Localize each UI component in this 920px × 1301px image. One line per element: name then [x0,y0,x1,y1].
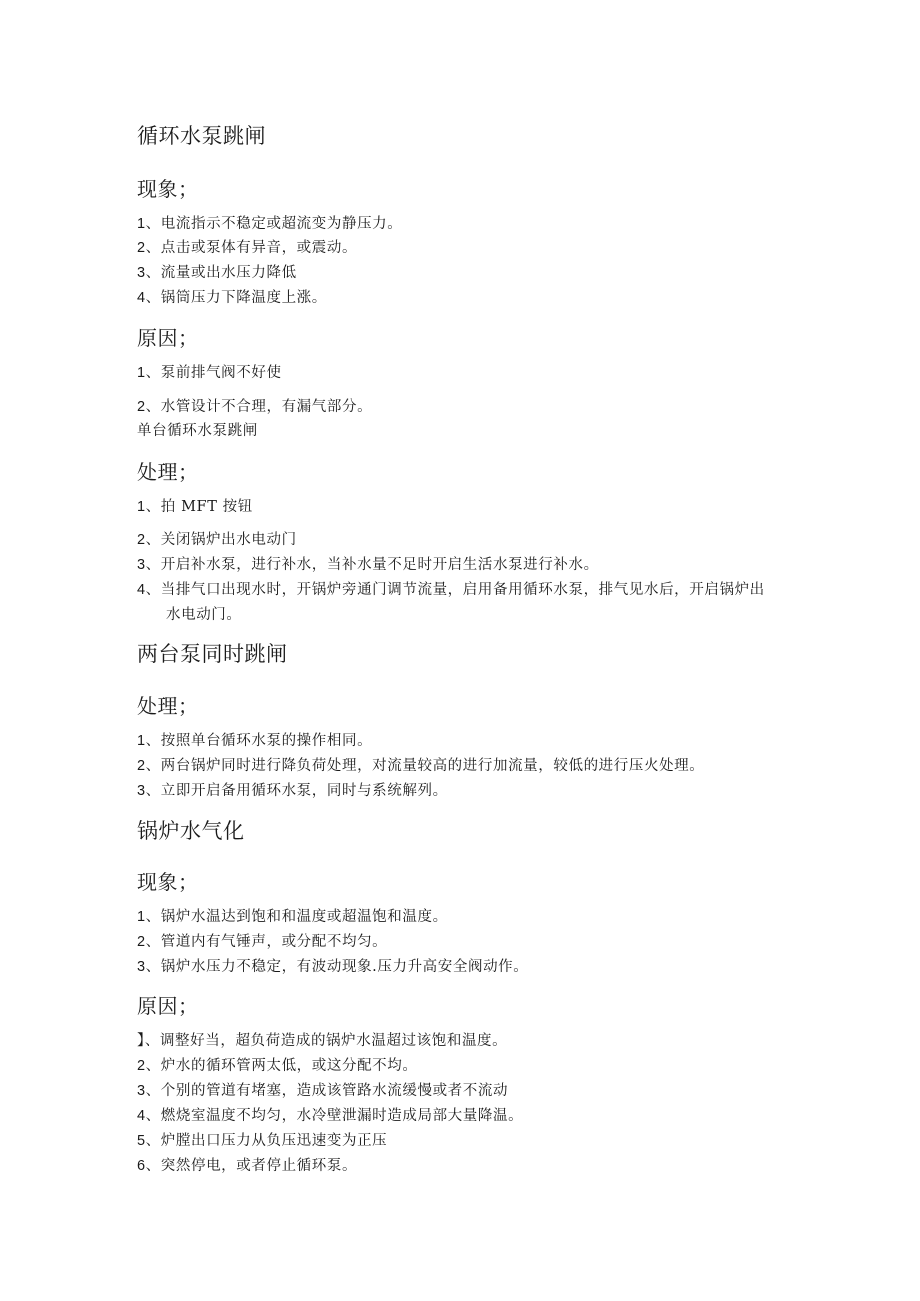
cause-heading: 原因； [137,994,199,1018]
item-number: 2 [137,934,146,950]
list-item [137,236,357,257]
handling-heading: 处理； [137,460,199,484]
list-item [137,905,448,926]
list-item [137,754,704,775]
list-item [137,212,402,233]
item-text: 、关闭锅炉出水电动门 [145,532,297,548]
item-number: 1 [137,365,146,381]
section-title-two-pumps-trip: 两台泵同时跳闸 [137,642,288,666]
list-item [137,729,372,750]
item-number: 3 [137,959,146,975]
item-text: 、立即开启备用循环水泵，同时与系统解列。 [145,783,448,799]
item-number: 2 [137,240,146,256]
item-text: 、两台锅炉同时进行降负荷处理，对流量较高的进行加流量，较低的进行压火处理。 [145,758,705,774]
item-number: 】 [137,1033,145,1049]
list-item [137,1029,507,1050]
list-item [137,261,297,282]
cause-heading: 原因； [137,326,199,350]
list-item [137,528,297,549]
phenomenon-heading: 现象； [137,870,199,894]
item-text: 、突然停电，或者停止循环泵。 [145,1158,358,1174]
list-item [137,1104,523,1125]
item-number: 2 [137,532,146,548]
section-title-boiler-water-vaporization: 锅炉水气化 [137,819,245,843]
list-item [137,553,599,574]
item-text: 、拍 MFT 按钮 [145,499,253,515]
item-text: 、泵前排气阀不好使 [145,365,282,381]
item-number: 1 [137,499,146,515]
item-number: 3 [137,557,146,573]
section-title-circulating-pump-trip: 循环水泵跳闸 [137,124,266,148]
item-number: 5 [137,1133,146,1149]
item-number: 4 [137,582,146,598]
item-text: 、按照单台循环水泵的操作相同。 [145,733,373,749]
item-text: 、个别的管道有堵塞，造成该管路水流缓慢或者不流动 [145,1083,509,1099]
list-item [137,779,448,800]
list-item [137,395,372,416]
item-text: 、炉水的循环管两太低，或这分配不均。 [145,1058,418,1074]
phenomenon-heading: 现象； [137,177,199,201]
subsection-title-single-pump-trip: 单台循环水泵跳闸 [137,423,258,439]
item-text: 、锅炉水温达到饱和和温度或超温饱和温度。 [145,909,448,925]
item-number: 4 [137,290,146,306]
item-text: 、流量或出水压力降低 [145,265,297,281]
item-number: 3 [137,783,146,799]
list-item [137,286,327,307]
item-number: 3 [137,265,146,281]
list-item [137,930,387,951]
item-number: 1 [137,909,146,925]
item-number: 1 [137,216,146,232]
list-item [137,361,282,382]
list-item [137,1129,387,1150]
item-text: 、开启补水泵，进行补水，当补水量不足时开启生活水泵进行补水。 [145,557,599,573]
item-text: 、锅炉水压力不稳定，有波动现象.压力升高安全阀动作。 [145,959,529,975]
item-text: 、燃烧室温度不均匀，水冷壁泄漏时造成局部大量降温。 [145,1108,524,1124]
item-text: 、电流指示不稳定或超流变为静压力。 [145,216,403,232]
item-text: 、点击或泵体有异音，或震动。 [145,240,358,256]
handling-heading: 处理； [137,694,199,718]
list-item [137,495,253,516]
list-item [137,1154,357,1175]
list-item [137,1079,508,1100]
list-item-continuation: 水电动门。 [166,607,242,623]
item-number: 2 [137,1058,146,1074]
item-text: 、锅筒压力下降温度上涨。 [145,290,327,306]
item-text: 、水管设计不合理，有漏气部分。 [145,399,373,415]
item-number: 1 [137,733,146,749]
list-item [137,578,765,599]
item-number: 3 [137,1083,146,1099]
item-text: 、管道内有气锤声，或分配不均匀。 [145,934,388,950]
item-number: 2 [137,758,146,774]
item-number: 2 [137,399,146,415]
item-text: 、当排气口出现水时，开锅炉旁通门调节流量，启用备用循环水泵，排气见水后，开启锅炉出 [145,582,765,598]
list-item [137,955,528,976]
item-number: 6 [137,1158,146,1174]
item-text: 、调整好当，超负荷造成的锅炉水温超过该饱和温度。 [144,1033,508,1049]
list-item [137,1054,417,1075]
item-number: 4 [137,1108,146,1124]
item-text: 、炉膛出口压力从负压迅速变为正压 [145,1133,388,1149]
